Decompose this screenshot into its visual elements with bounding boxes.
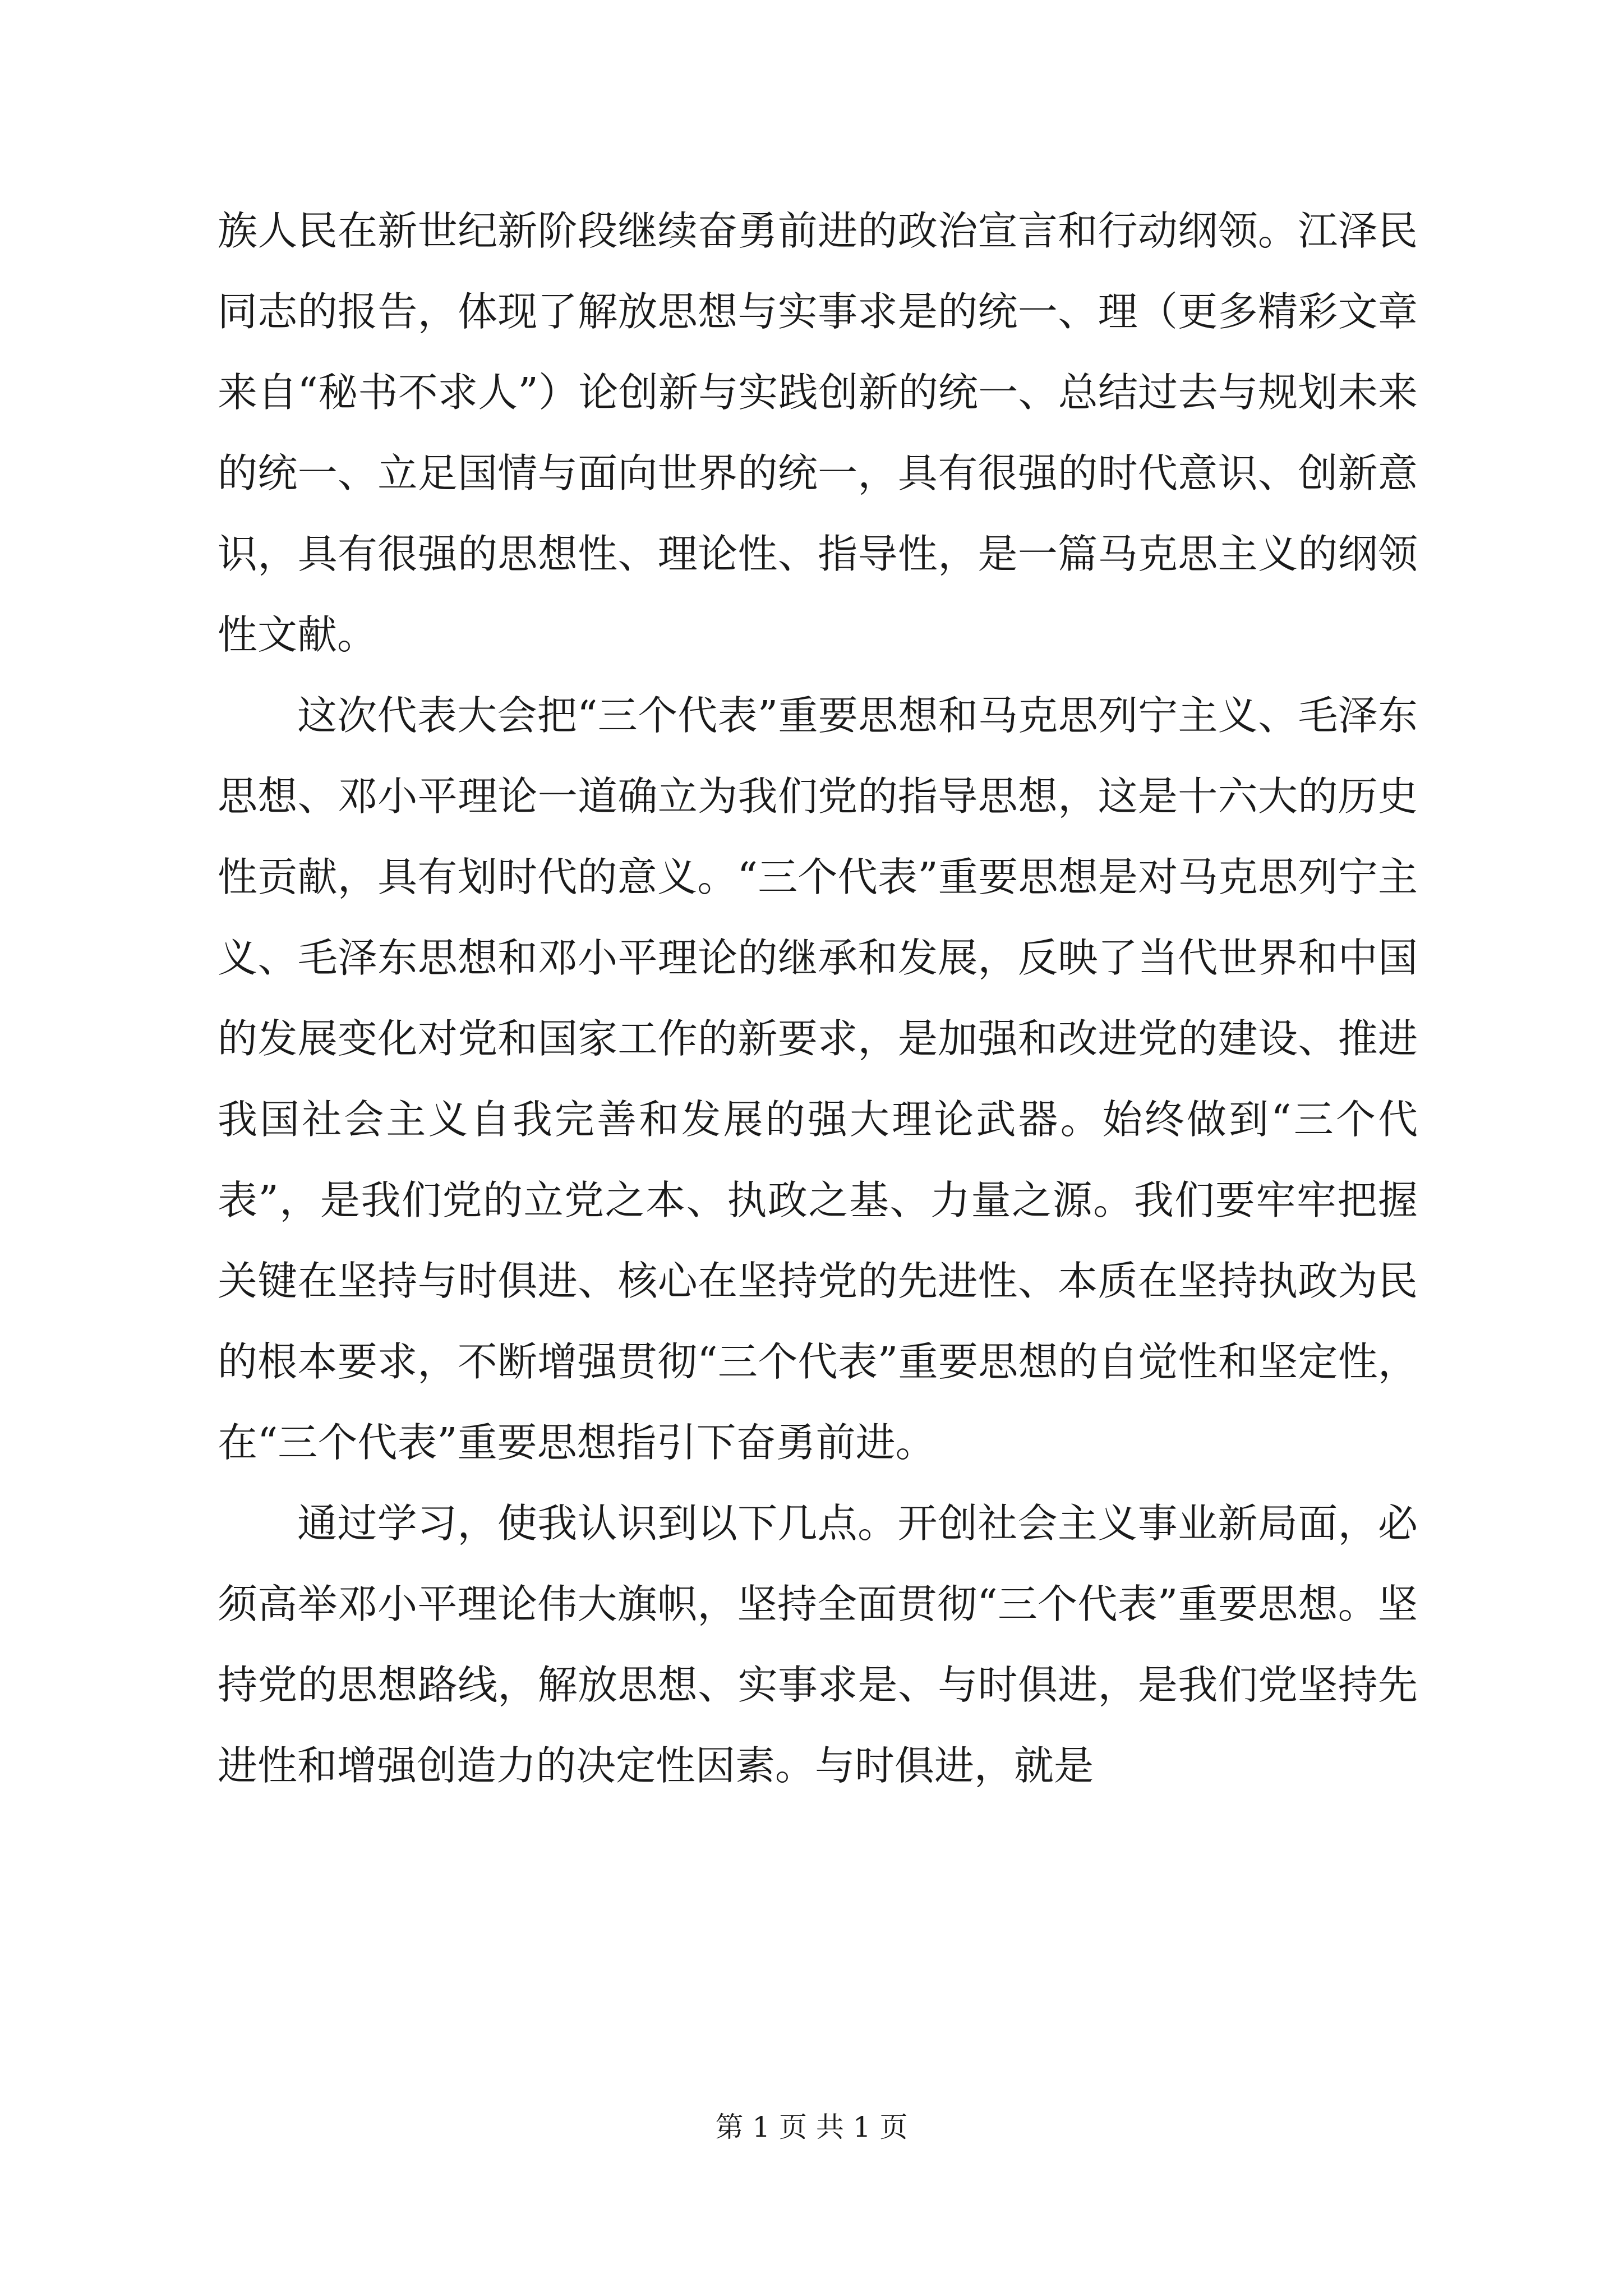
paragraph-three-represents: 这次代表大会把“三个代表”重要思想和马克思列宁主义、毛泽东思想、邓小平理论一道确立为我们党的指导思想，这是十六大的历史性贡献，具有划时代的意义。“三个代表”重要思想是对马克思列宁主义、毛泽东思想和邓小平理论的继承和发展，反映了当代世界和中国的发展变化对党和国家工作的新要求，是加强和改进党的建设、推进我国社会主义自我完善和发展的强大理论武器。始终做到“三个代表”，是我们党的立党之本、执政之基、力量之源。我们要牢牢把握关键在坚持与时俱进、核心在坚持党的先进性、本质在坚持执政为民的根本要求，不断增强贯彻“三个代表”重要思想的自觉性和坚定性，在“三个代表”重要思想指引下奋勇前进。 xyxy=(218,692,1418,1466)
paragraph-learning-points: 通过学习，使我认识到以下几点。开创社会主义事业新局面，必须高举邓小平理论伟大旗帜，坚持全面贯彻“三个代表”重要思想。坚持党的思想路线，解放思想、实事求是、与时俱进，是我们党坚持先进性和增强创造力的决定性因素。与时俱进，就是 xyxy=(218,1500,1418,1789)
paragraph-continued: 族人民在新世纪新阶段继续奋勇前进的政治宣言和行动纲领。江泽民同志的报告，体现了解放思想与实事求是的统一、理（更多精彩文章来自“秘书不求人”）论创新与实践创新的统一、总结过去与规划未来的统一、立足国情与面向世界的统一，具有很强的时代意识、创新意识，具有很强的思想性、理论性、指导性，是一篇马克思主义的纲领性文献。 xyxy=(218,208,1418,658)
document-body xyxy=(218,191,1418,1806)
page-footer: 第 1 页 共 1 页 xyxy=(715,2111,908,2143)
